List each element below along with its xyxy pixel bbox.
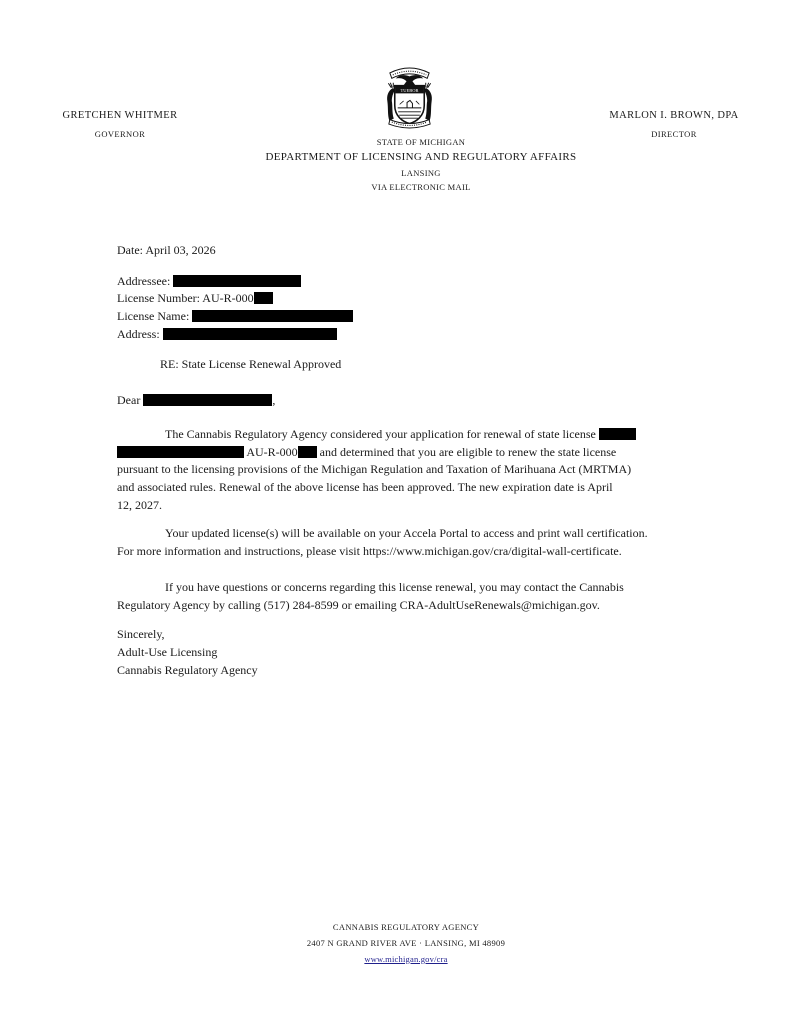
text-line: Sincerely, bbox=[117, 627, 165, 642]
text-line: License Name: bbox=[117, 308, 680, 326]
michigan-coat-of-arms-icon bbox=[380, 61, 439, 134]
text-line: AU-R-000 and determined that you are eligible to renew the state license bbox=[117, 444, 680, 462]
closing-block bbox=[117, 626, 680, 679]
redaction-bar bbox=[173, 275, 301, 287]
website-link[interactable]: www.michigan.gov/cra bbox=[364, 953, 448, 964]
text-line: Addressee: bbox=[117, 273, 680, 291]
text-line: pursuant to the licensing provisions of the Michigan Regulation and Taxation of Marihuana Act (MRTMA) bbox=[117, 462, 632, 477]
redaction-bar bbox=[117, 446, 244, 458]
paragraph-contact-info bbox=[117, 579, 680, 614]
text-line: Address: bbox=[117, 326, 680, 344]
text-line: Cannabis Regulatory Agency bbox=[117, 662, 258, 677]
governor-name: GRETCHEN WHITMER bbox=[62, 110, 178, 121]
redaction-bar bbox=[163, 328, 337, 340]
governor-title: GOVERNOR bbox=[94, 129, 146, 139]
text-line: 12, 2027. bbox=[117, 497, 162, 512]
text-line: For more information and instructions, please visit https://www.michigan.gov/cra/digital-wall-certificate. bbox=[117, 544, 622, 559]
text-line: If you have questions or concerns regarding this license renewal, you may contact the Cannabis bbox=[165, 579, 624, 594]
paragraph-renewal-decision bbox=[117, 426, 680, 515]
footer-agency-line: CANNABIS REGULATORY AGENCY bbox=[332, 922, 480, 932]
footer-link-line bbox=[16, 952, 796, 968]
letter-body bbox=[117, 242, 680, 679]
director-block bbox=[594, 110, 754, 139]
redaction-bar bbox=[143, 394, 272, 406]
director-title: DIRECTOR bbox=[651, 129, 697, 139]
redaction-bar bbox=[192, 310, 353, 322]
text-line: Your updated license(s) will be available on your Accela Portal to access and print wall certification. bbox=[165, 526, 648, 541]
date-line: Date: April 03, 2026 bbox=[117, 243, 216, 257]
department-line: DEPARTMENT OF LICENSING AND REGULATORY AFFAIRS bbox=[265, 151, 577, 163]
paragraph-portal-info bbox=[117, 525, 680, 560]
letter-footer bbox=[16, 920, 796, 967]
redaction-bar bbox=[298, 446, 317, 458]
salutation-line: Dear , bbox=[117, 393, 276, 408]
text-line: The Cannabis Regulatory Agency considered your application for renewal of state license bbox=[117, 426, 680, 444]
state-line: STATE OF MICHIGAN bbox=[376, 137, 466, 147]
redaction-bar bbox=[254, 292, 273, 304]
director-name: MARLON I. BROWN, DPA bbox=[609, 110, 739, 121]
text-line: License Number: AU-R-000 bbox=[117, 290, 680, 308]
redaction-bar bbox=[599, 428, 636, 440]
subject-line: RE: State License Renewal Approved bbox=[160, 356, 342, 371]
text-line: and associated rules. Renewal of the above license has been approved. The new expiration date is April bbox=[117, 480, 613, 495]
governor-block bbox=[45, 110, 195, 139]
letterhead-center bbox=[46, 136, 796, 194]
delivery-line: VIA ELECTRONIC MAIL bbox=[371, 182, 471, 192]
city-line: LANSING bbox=[401, 168, 441, 178]
footer-address-line: 2407 N GRAND RIVER AVE · LANSING, MI 48909 bbox=[306, 937, 506, 948]
text-line: Adult-Use Licensing bbox=[117, 644, 218, 659]
svg-text:TUEBOR: TUEBOR bbox=[400, 87, 419, 93]
addressee-info-block bbox=[117, 273, 680, 344]
text-line: Regulatory Agency by calling (517) 284-8599 or emailing CRA-AdultUseRenewals@michigan.gov. bbox=[117, 597, 600, 612]
